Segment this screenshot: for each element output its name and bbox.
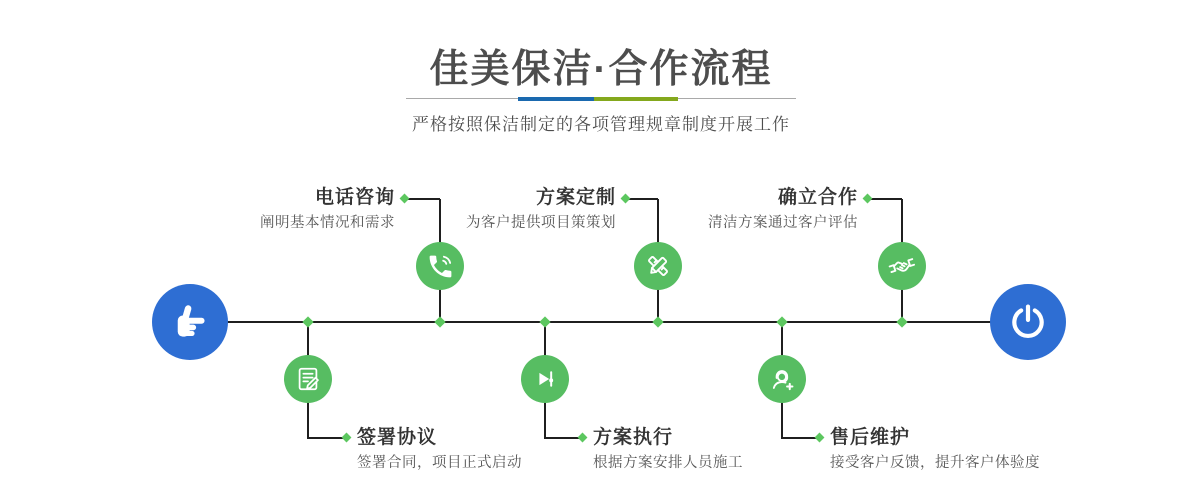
step-title: 签署协议 [357,427,438,448]
step-circle [634,242,682,290]
page-title: 佳美保洁·合作流程 [429,48,773,91]
step-label-diamond [863,194,873,204]
step-label-diamond [621,194,631,204]
step-desc: 清洁方案通过客户评估 [708,215,858,231]
step-label-diamond [578,433,588,443]
step-title: 售后维护 [830,427,911,448]
step-label [593,425,743,474]
timeline-node-diamond [434,316,445,327]
step-desc: 根据方案安排人员施工 [593,455,743,471]
step-circle [416,242,464,290]
step-title: 方案定制 [535,187,616,208]
step-circle [284,355,332,403]
step-title: 方案执行 [593,427,674,448]
step-desc: 为客户提供项目策策划 [466,215,616,231]
step-connector-stub [405,198,440,200]
power-icon [1007,301,1049,343]
step-label [830,425,1040,474]
step-label-diamond [400,194,410,204]
contract-icon [294,365,322,393]
step-desc: 接受客户反馈，提升客户体验度 [830,455,1040,471]
step-connector-stub [868,198,902,200]
play-slider-icon [531,365,559,393]
phone-icon [426,252,455,281]
timeline-node-diamond [776,316,787,327]
timeline-node-diamond [539,316,550,327]
end-circle [990,284,1066,360]
step-connector-stub [626,198,658,200]
step-label [260,185,395,234]
step-label [708,185,858,234]
timeline-node-diamond [896,316,907,327]
step-label [357,425,522,474]
divider-green-segment [594,97,678,101]
divider-blue-segment [518,97,594,101]
headset-plus-icon [768,365,797,394]
pointing-hand-icon [167,299,213,345]
step-label-diamond [342,433,352,443]
step-desc: 签署合同，项目正式启动 [357,455,522,471]
step-circle [521,355,569,403]
step-title: 电话咨询 [314,187,395,208]
handshake-icon [887,251,917,281]
title-divider [406,96,796,102]
step-circle [878,242,926,290]
page-subtitle: 严格按照保洁制定的各项管理规章制度开展工作 [412,115,790,134]
timeline-node-diamond [652,316,663,327]
step-title: 确立合作 [777,187,858,208]
step-label-diamond [815,433,825,443]
pencil-ruler-icon [643,251,673,281]
step-label [466,185,616,234]
step-circle [758,355,806,403]
timeline-node-diamond [302,316,313,327]
step-desc: 阐明基本情况和需求 [260,215,395,231]
start-circle [152,284,228,360]
